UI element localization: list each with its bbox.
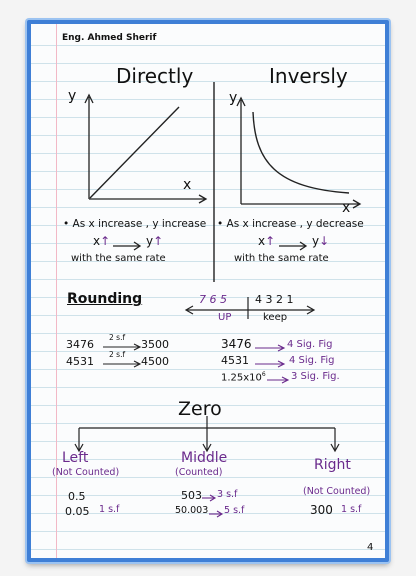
rounding-up-label: UP bbox=[218, 312, 232, 323]
zero-middle-example-2: 50.003 bbox=[175, 505, 209, 516]
rounding-title: Rounding bbox=[67, 291, 143, 307]
zero-right-example-1: 300 bbox=[310, 503, 333, 517]
sigfig-example-3-num: $1.25x10^6$ bbox=[221, 371, 266, 384]
direct-statement: • As x increase , y increase bbox=[63, 218, 207, 230]
zero-branch-left-label: Left bbox=[62, 450, 89, 466]
zero-middle-example-2-arrow bbox=[209, 509, 225, 519]
zero-left-example-1: 0.5 bbox=[68, 490, 86, 503]
sigfig-example-1-arrow bbox=[255, 343, 287, 353]
sigfig-example-2-num: 4531 bbox=[221, 354, 249, 367]
inverse-arrow-y: y↓ bbox=[312, 234, 330, 248]
rounding-scale-arrow bbox=[183, 305, 323, 315]
direct-y-label: y bbox=[68, 88, 77, 104]
round-example-2-arrow bbox=[103, 359, 143, 369]
sigfig-example-1-num: 3476 bbox=[221, 337, 252, 351]
rounding-keep-digits: 4 3 2 1 bbox=[255, 293, 294, 306]
round-example-1-sf: 2 s.f bbox=[109, 333, 126, 342]
zero-branch-right-label: Right bbox=[314, 457, 351, 473]
zero-title: Zero bbox=[178, 398, 222, 420]
zero-right-example-1-sf: 1 s.f bbox=[341, 504, 362, 515]
zero-branch-left-note: (Not Counted) bbox=[52, 467, 120, 478]
notebook-page bbox=[27, 20, 389, 562]
author-name: Eng. Ahmed Sherif bbox=[62, 33, 157, 43]
inverse-y-label: y bbox=[229, 90, 238, 106]
sigfig-example-2-note: 4 Sig. Fig bbox=[289, 355, 335, 366]
inverse-implies-arrow bbox=[279, 241, 309, 251]
zero-middle-example-1: 503 bbox=[181, 489, 202, 502]
graph-title-directly: Directly bbox=[116, 64, 194, 88]
direct-implies-arrow bbox=[113, 241, 143, 251]
direct-graph bbox=[75, 89, 215, 209]
zero-left-example-2-sf: 1 s.f bbox=[99, 504, 120, 515]
sigfig-example-2-arrow bbox=[255, 359, 287, 369]
round-example-2-to: 4500 bbox=[141, 355, 169, 368]
direct-arrow-y: y↑ bbox=[146, 234, 164, 248]
rounding-up-digits: 7 6 5 bbox=[199, 293, 227, 306]
sigfig-example-3-arrow bbox=[267, 375, 291, 385]
zero-middle-example-1-sf: 3 s.f bbox=[217, 489, 238, 500]
inverse-rate: with the same rate bbox=[234, 253, 329, 264]
graph-title-inversly: Inversly bbox=[269, 64, 348, 88]
inverse-arrow-x: x↑ bbox=[258, 234, 276, 248]
zero-branch-middle-label: Middle bbox=[181, 450, 228, 466]
sigfig-example-3-note: 3 Sig. Fig. bbox=[291, 371, 340, 382]
page-number: 4 bbox=[367, 542, 374, 553]
direct-rate: with the same rate bbox=[71, 253, 166, 264]
direct-x-label: x bbox=[183, 177, 192, 193]
rounding-keep-label: keep bbox=[263, 312, 288, 323]
inverse-graph bbox=[231, 92, 371, 212]
direct-arrow-x: x↑ bbox=[93, 234, 111, 248]
inverse-statement: • As x increase , y decrease bbox=[217, 218, 364, 230]
zero-middle-example-2-sf: 5 s.f bbox=[224, 505, 245, 516]
zero-branch-middle-note: (Counted) bbox=[175, 467, 223, 478]
round-example-1-from: 3476 bbox=[66, 338, 94, 351]
zero-left-example-2: 0.05 bbox=[65, 505, 90, 518]
zero-middle-example-1-arrow bbox=[202, 493, 218, 503]
round-example-2-from: 4531 bbox=[66, 355, 94, 368]
inverse-x-label: x bbox=[342, 200, 351, 216]
round-example-2-sf: 2 s.f bbox=[109, 350, 126, 359]
zero-branch-right-note: (Not Counted) bbox=[303, 486, 371, 497]
round-example-1-to: 3500 bbox=[141, 338, 169, 351]
sigfig-example-1-note: 4 Sig. Fig bbox=[287, 339, 333, 350]
